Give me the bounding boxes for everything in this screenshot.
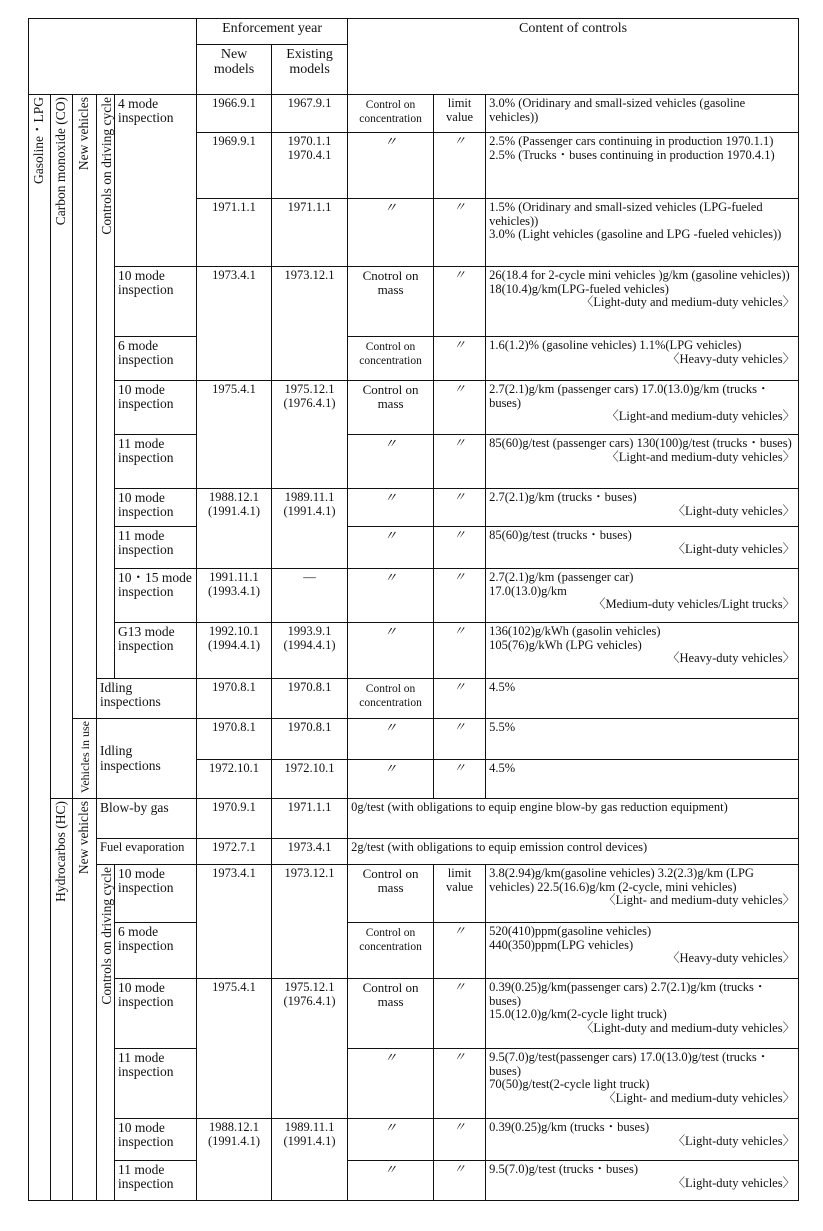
mode-cell: 11 mode inspection <box>115 1049 197 1119</box>
new-models-cell: 1966.9.1 <box>197 95 272 133</box>
content-cell: 85(60)g/test (trucks・buses) 〈Light-duty vehicles〉 <box>486 527 799 569</box>
table-row <box>29 1161 799 1201</box>
content-of-controls-header: Content of controls <box>348 19 799 95</box>
content-cell: 3.0% (Oridinary and small-sized vehicles (gasoline vehicles)) <box>486 95 799 133</box>
limit-value-cell: 〃 <box>434 267 486 337</box>
mode-cell: 10・15 mode inspection <box>115 569 197 623</box>
mode-cell: 11 mode inspection <box>115 435 197 489</box>
table-row <box>29 979 799 1049</box>
existing-models-cell: — <box>272 569 348 623</box>
table-row <box>29 679 799 719</box>
limit-value-cell: 〃 <box>434 1119 486 1161</box>
control-type-cell: 〃 <box>348 623 434 679</box>
hc-new-vehicles-label: New vehicles <box>73 799 97 1201</box>
new-models-cell: 1975.4.1 <box>197 979 272 1119</box>
content-cell: 520(410)ppm(gasoline vehicles) 440(350)ppm(LPG vehicles) 〈Heavy-duty vehicles〉 <box>486 923 799 979</box>
limit-value-cell: 〃 <box>434 527 486 569</box>
limit-value-cell: 〃 <box>434 979 486 1049</box>
limit-value-cell: 〃 <box>434 623 486 679</box>
content-cell: 1.6(1.2)% (gasoline vehicles) 1.1%(LPG vehicles) 〈Heavy-duty vehicles〉 <box>486 337 799 381</box>
control-type-cell: 〃 <box>348 489 434 527</box>
content-cell: 2.7(2.1)g/km (passenger car) 17.0(13.0)g/km 〈Medium-duty vehicles/Light trucks〉 <box>486 569 799 623</box>
new-models-cell: 1970.9.1 <box>197 799 272 839</box>
content-cell: 4.5% <box>486 760 799 799</box>
new-models-cell: 1972.10.1 <box>197 760 272 799</box>
limit-value-cell: 〃 <box>434 435 486 489</box>
new-models-cell: 1973.4.1 <box>197 267 272 381</box>
limit-value-cell: 〃 <box>434 1049 486 1119</box>
control-type-cell: Control on mass <box>348 865 434 923</box>
header-row-1 <box>29 19 799 45</box>
content-cell: 9.5(7.0)g/test(passenger cars) 17.0(13.0)g/test (trucks・buses) 70(50)g/test(2-cycle light truck) 〈Light- and medium-duty vehicles〉 <box>486 1049 799 1119</box>
content-cell: 26(18.4 for 2-cycle mini vehicles )g/km (gasoline vehicles)) 18(10.4)g/km(LPG-fueled vehicles) 〈Light-duty and medium-duty vehicles〉 <box>486 267 799 337</box>
table-row <box>29 381 799 435</box>
new-models-cell: 1975.4.1 <box>197 381 272 489</box>
control-type-cell: Control on mass <box>348 381 434 435</box>
control-type-cell: Control on concentration <box>348 923 434 979</box>
existing-models-cell: 1989.11.1 (1991.4.1) <box>272 1119 348 1201</box>
existing-models-cell: 1971.1.1 <box>272 799 348 839</box>
new-models-cell: 1971.1.1 <box>197 199 272 267</box>
table-row <box>29 623 799 679</box>
control-type-cell: 〃 <box>348 1161 434 1201</box>
table-row <box>29 719 799 760</box>
table-row <box>29 865 799 923</box>
content-cell: 136(102)g/kWh (gasolin vehicles) 105(76)g/kWh (LPG vehicles) 〈Heavy-duty vehicles〉 <box>486 623 799 679</box>
table-row <box>29 489 799 527</box>
co-driving-cycle-label: Controls on driving cycle <box>97 95 115 679</box>
mode-cell: 6 mode inspection <box>115 923 197 979</box>
emission-controls-table <box>28 18 799 1201</box>
new-models-cell: 1992.10.1 (1994.4.1) <box>197 623 272 679</box>
content-cell: 3.8(2.94)g/km(gasoline vehicles) 3.2(2.3)g/km (LPG vehicles) 22.5(16.6)g/km (2-cycle, mini vehicles) 〈Light- and medium-duty vehicles〉 <box>486 865 799 923</box>
existing-models-cell: 1993.9.1 (1994.4.1) <box>272 623 348 679</box>
mode-cell: Idling inspections <box>97 679 197 719</box>
table-row <box>29 1049 799 1119</box>
fuel-group-label: Gasoline・LPG <box>29 95 51 1201</box>
limit-value-cell: 〃 <box>434 760 486 799</box>
new-models-cell: 1969.9.1 <box>197 133 272 199</box>
control-type-cell: 〃 <box>348 199 434 267</box>
table-row <box>29 267 799 337</box>
new-models-header: New models <box>197 45 272 95</box>
limit-value-cell: 〃 <box>434 719 486 760</box>
mode-cell: Fuel evaporation <box>97 839 197 865</box>
new-models-cell: 1988.12.1 (1991.4.1) <box>197 489 272 569</box>
existing-models-cell: 1973.4.1 <box>272 839 348 865</box>
hc-group-label: Hydrocarbos (HC) <box>51 799 73 1201</box>
content-cell: 2.7(2.1)g/km (trucks・buses) 〈Light-duty vehicles〉 <box>486 489 799 527</box>
limit-value-cell: 〃 <box>434 337 486 381</box>
limit-value-cell: 〃 <box>434 923 486 979</box>
content-cell: 2.5% (Passenger cars continuing in production 1970.1.1) 2.5% (Trucks・buses continuing in production 1970.4.1) <box>486 133 799 199</box>
control-type-cell: Cnotrol on mass <box>348 267 434 337</box>
mode-cell: 10 mode inspection <box>115 1119 197 1161</box>
table-row <box>29 839 799 865</box>
mode-cell: 10 mode inspection <box>115 865 197 923</box>
mode-cell: 11 mode inspection <box>115 1161 197 1201</box>
mode-cell: 10 mode inspection <box>115 267 197 337</box>
limit-value-cell: 〃 <box>434 679 486 719</box>
mode-cell: Blow-by gas <box>97 799 197 839</box>
mode-cell: Idling inspections <box>97 719 197 799</box>
existing-models-cell: 1973.12.1 <box>272 865 348 979</box>
existing-models-cell: 1967.9.1 <box>272 95 348 133</box>
limit-value-cell: 〃 <box>434 381 486 435</box>
limit-value-cell: limit value <box>434 95 486 133</box>
control-type-cell: Control on concentration <box>348 95 434 133</box>
table-row <box>29 799 799 839</box>
control-type-cell: Control on concentration <box>348 679 434 719</box>
limit-value-cell: 〃 <box>434 569 486 623</box>
control-type-cell: 〃 <box>348 760 434 799</box>
control-type-cell: 〃 <box>348 133 434 199</box>
control-type-cell: Control on mass <box>348 979 434 1049</box>
new-models-cell: 1988.12.1 (1991.4.1) <box>197 1119 272 1201</box>
new-models-cell: 1972.7.1 <box>197 839 272 865</box>
enforcement-year-header: Enforcement year <box>197 19 348 45</box>
content-cell: 9.5(7.0)g/test (trucks・buses) 〈Light-duty vehicles〉 <box>486 1161 799 1201</box>
existing-models-cell: 1970.1.1 1970.4.1 <box>272 133 348 199</box>
control-type-cell: 〃 <box>348 569 434 623</box>
table-row <box>29 337 799 381</box>
control-type-cell: 〃 <box>348 1119 434 1161</box>
content-cell: 0g/test (with obligations to equip engine blow-by gas reduction equipment) <box>348 799 799 839</box>
existing-models-cell: 1989.11.1 (1991.4.1) <box>272 489 348 569</box>
limit-value-cell: 〃 <box>434 1161 486 1201</box>
co-vehicles-in-use-label: Vehicles in use <box>73 719 97 799</box>
header-blank-cell <box>29 19 197 95</box>
content-cell: 0.39(0.25)g/km(passenger cars) 2.7(2.1)g/km (trucks・buses) 15.0(12.0)g/km(2-cycle light truck) 〈Light-duty and medium-duty vehicles〉 <box>486 979 799 1049</box>
existing-models-cell: 1971.1.1 <box>272 199 348 267</box>
limit-value-cell: 〃 <box>434 199 486 267</box>
content-cell: 2g/test (with obligations to equip emission control devices) <box>348 839 799 865</box>
hc-driving-cycle-label: Controls on driving cycle <box>97 865 115 1201</box>
limit-value-cell: 〃 <box>434 489 486 527</box>
new-models-cell: 1973.4.1 <box>197 865 272 979</box>
control-type-cell: Control on concentration <box>348 337 434 381</box>
table-row <box>29 527 799 569</box>
content-cell: 5.5% <box>486 719 799 760</box>
control-type-cell: 〃 <box>348 435 434 489</box>
existing-models-cell: 1973.12.1 <box>272 267 348 381</box>
mode-cell: 10 mode inspection <box>115 489 197 527</box>
mode-cell: 11 mode inspection <box>115 527 197 569</box>
control-type-cell: 〃 <box>348 527 434 569</box>
mode-cell: G13 mode inspection <box>115 623 197 679</box>
mode-cell: 10 mode inspection <box>115 979 197 1049</box>
new-models-cell: 1991.11.1 (1993.4.1) <box>197 569 272 623</box>
new-models-cell: 1970.8.1 <box>197 719 272 760</box>
content-cell: 2.7(2.1)g/km (passenger cars) 17.0(13.0)g/km (trucks・buses) 〈Light-and medium-duty vehicles〉 <box>486 381 799 435</box>
control-type-cell: 〃 <box>348 1049 434 1119</box>
content-cell: 85(60)g/test (passenger cars) 130(100)g/test (trucks・buses) 〈Light-and medium-duty vehicles〉 <box>486 435 799 489</box>
content-cell: 1.5% (Oridinary and small-sized vehicles (LPG-fueled vehicles)) 3.0% (Light vehicles (gasoline and LPG -fueled vehicles)) <box>486 199 799 267</box>
existing-models-header: Existing models <box>272 45 348 95</box>
mode-cell: 6 mode inspection <box>115 337 197 381</box>
existing-models-cell: 1972.10.1 <box>272 760 348 799</box>
control-type-cell: 〃 <box>348 719 434 760</box>
existing-models-cell: 1970.8.1 <box>272 679 348 719</box>
table-row <box>29 569 799 623</box>
existing-models-cell: 1970.8.1 <box>272 719 348 760</box>
content-cell: 0.39(0.25)g/km (trucks・buses) 〈Light-duty vehicles〉 <box>486 1119 799 1161</box>
co-new-vehicles-label: New vehicles <box>73 95 97 719</box>
table-row <box>29 95 799 133</box>
content-cell: 4.5% <box>486 679 799 719</box>
new-models-cell: 1970.8.1 <box>197 679 272 719</box>
table-row <box>29 435 799 489</box>
mode-cell: 4 mode inspection <box>115 95 197 267</box>
mode-cell: 10 mode inspection <box>115 381 197 435</box>
existing-models-cell: 1975.12.1 (1976.4.1) <box>272 979 348 1119</box>
limit-value-cell: limit value <box>434 865 486 923</box>
limit-value-cell: 〃 <box>434 133 486 199</box>
table-row <box>29 1119 799 1161</box>
existing-models-cell: 1975.12.1 (1976.4.1) <box>272 381 348 489</box>
co-group-label: Carbon monoxide (CO) <box>51 95 73 799</box>
table-row <box>29 923 799 979</box>
